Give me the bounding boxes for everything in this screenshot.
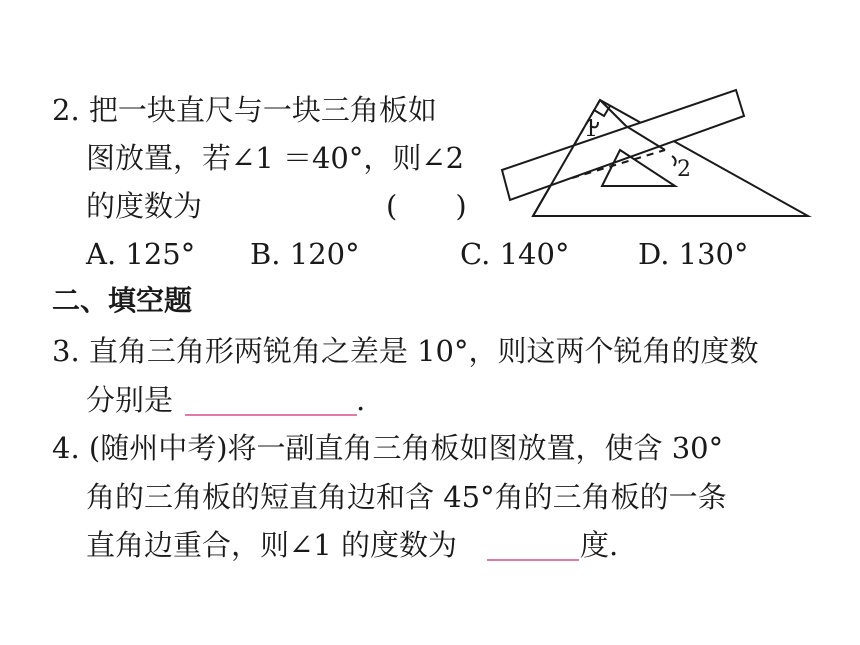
q3-line-1: 3. 直角三角形两锐角之差是 10°，则这两个锐角的度数 <box>52 334 759 368</box>
angle-1-label: 1 <box>584 117 598 142</box>
q3-line-2-prefix: 分别是 <box>86 383 174 417</box>
q2-option-c: C. 140° <box>460 237 570 271</box>
q4-line-3-suffix: 度. <box>580 528 619 562</box>
q4-line-1: 4. (随州中考)将一副直角三角板如图放置，使含 30° <box>52 431 724 465</box>
q2-line-1: 2. 把一块直尺与一块三角板如 <box>52 93 437 127</box>
q4-answer-blank[interactable] <box>487 559 579 561</box>
q3-line-2-suffix: . <box>356 383 366 417</box>
q2-line-3: 的度数为 <box>86 189 203 223</box>
q2-line-2: 图放置，若∠1 ＝40°，则∠2 <box>86 141 465 175</box>
angle-2-arc <box>672 156 676 166</box>
q2-option-b: B. 120° <box>250 237 360 271</box>
q4-line-2: 角的三角板的短直角边和含 45°角的三角板的一条 <box>86 480 727 514</box>
q2-option-a: A. 125° <box>86 237 196 271</box>
q4-line-3-prefix: 直角边重合，则∠1 的度数为 <box>86 528 457 562</box>
angle-2-label: 2 <box>677 157 691 182</box>
section-title: 二、填空题 <box>52 284 193 317</box>
q3-answer-blank[interactable] <box>185 414 357 416</box>
q2-answer-paren: ( ) <box>386 189 467 223</box>
q2-option-d: D. 130° <box>638 237 749 271</box>
ruler <box>502 90 744 200</box>
